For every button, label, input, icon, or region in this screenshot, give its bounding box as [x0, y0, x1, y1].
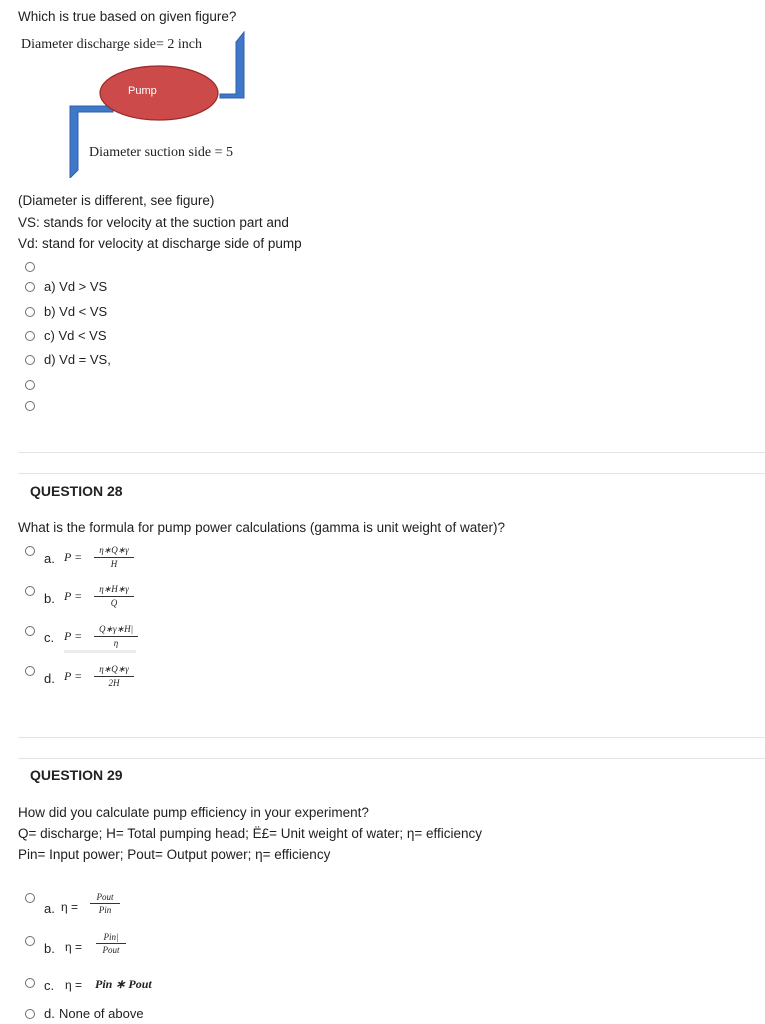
discharge-pipe: [220, 32, 244, 98]
q29-option-a-letter: a.: [44, 901, 55, 916]
q28-option-c-fraction: [94, 624, 138, 648]
q28-option-b-fraction: [94, 584, 134, 608]
q28-option-a-fraction: [94, 545, 134, 569]
q29-option-b-letter: b.: [44, 941, 55, 956]
q29-option-a-lhs: η =: [61, 900, 79, 914]
q27-option-b: b) Vd < VS: [44, 304, 108, 319]
q29-option-d-text: None of above: [59, 1006, 144, 1021]
equation-underline: [64, 650, 136, 653]
q28-option-a-letter: a.: [44, 551, 55, 566]
q29-desc-1: Q= discharge; H= Total pumping head; Ё£= Unit weight of water; η= efficiency: [18, 826, 483, 841]
q27-prompt: Which is true based on given figure?: [18, 9, 237, 24]
q29-option-a-fraction: [90, 892, 120, 915]
q27-radio-a[interactable]: [25, 282, 35, 292]
q27-option-d: d) Vd = VS,: [44, 352, 111, 367]
divider: [18, 473, 765, 474]
q29-radio-d[interactable]: [25, 1009, 35, 1019]
q28-option-b-num: η∗H∗γ: [99, 584, 129, 594]
q28-option-b-lhs: P =: [64, 589, 83, 603]
q29-radio-b[interactable]: [25, 936, 35, 946]
divider: [18, 452, 765, 453]
q27-radio-empty-3[interactable]: [25, 401, 35, 411]
q28-option-a-num: η∗Q∗γ: [99, 545, 129, 555]
q27-desc-2: VS: stands for velocity at the suction part and: [18, 215, 289, 230]
q28-option-a-den: H: [94, 557, 134, 569]
q29-radio-c[interactable]: [25, 978, 35, 988]
q28-option-d-fraction: [94, 664, 134, 688]
q28-option-d-letter: d.: [44, 671, 55, 686]
q28-radio-b[interactable]: [25, 586, 35, 596]
q29-option-b-lhs: η =: [65, 940, 83, 954]
q29-option-c-expr: Pin ∗ Pout: [95, 977, 152, 991]
q28-option-d-lhs: P =: [64, 669, 83, 683]
suction-pipe: [70, 106, 113, 178]
q28-option-d-den: 2H: [94, 676, 134, 688]
q27-radio-empty-2[interactable]: [25, 380, 35, 390]
q27-radio-b[interactable]: [25, 307, 35, 317]
q28-heading: QUESTION 28: [30, 483, 123, 499]
q29-option-c-letter: c.: [44, 978, 55, 993]
q29-option-a-den: Pin: [90, 903, 120, 915]
pump-figure: [18, 28, 268, 178]
q27-radio-empty-1[interactable]: [25, 262, 35, 272]
q27-radio-d[interactable]: [25, 355, 35, 365]
q28-option-a-lhs: P =: [64, 550, 83, 564]
q28-radio-a[interactable]: [25, 546, 35, 556]
q28-option-c-den: η: [94, 636, 138, 648]
q28-option-c-lhs: P =: [64, 629, 83, 643]
q28-prompt: What is the formula for pump power calculations (gamma is unit weight of water)?: [18, 520, 505, 535]
q29-option-a-num: Pout: [96, 892, 114, 902]
q28-option-d-num: η∗Q∗γ: [99, 664, 129, 674]
q27-option-c: c) Vd < VS: [44, 328, 107, 343]
q29-heading: QUESTION 29: [30, 767, 123, 783]
q29-desc-2: Pin= Input power; Pout= Output power; η= efficiency: [18, 847, 331, 862]
q29-radio-a[interactable]: [25, 893, 35, 903]
q28-option-b-den: Q: [94, 596, 134, 608]
q28-option-c-letter: c.: [44, 630, 55, 645]
q29-option-b-den: Pout: [96, 943, 126, 955]
q27-option-a: a) Vd > VS: [44, 279, 108, 294]
q28-option-b-letter: b.: [44, 591, 55, 606]
q29-option-d-letter: d.: [44, 1006, 55, 1021]
suction-label: Diameter suction side = 5: [89, 145, 233, 160]
q28-option-c-num: Q∗γ∗H|: [98, 624, 134, 634]
q29-option-c-lhs: η =: [65, 978, 83, 992]
divider: [18, 737, 765, 738]
divider: [18, 758, 765, 759]
q27-desc-3: Vd: stand for velocity at discharge side of pump: [18, 236, 302, 251]
q27-desc-1: (Diameter is different, see figure): [18, 193, 215, 208]
discharge-label: Diameter discharge side= 2 inch: [21, 37, 203, 52]
q28-radio-c[interactable]: [25, 626, 35, 636]
pump-label: Pump: [128, 85, 157, 97]
pump-body: [100, 66, 218, 120]
q29-option-b-num: Pin|: [103, 932, 119, 942]
q29-prompt: How did you calculate pump efficiency in your experiment?: [18, 805, 369, 820]
q29-option-b-fraction: [96, 932, 126, 955]
q28-radio-d[interactable]: [25, 666, 35, 676]
q27-radio-c[interactable]: [25, 331, 35, 341]
